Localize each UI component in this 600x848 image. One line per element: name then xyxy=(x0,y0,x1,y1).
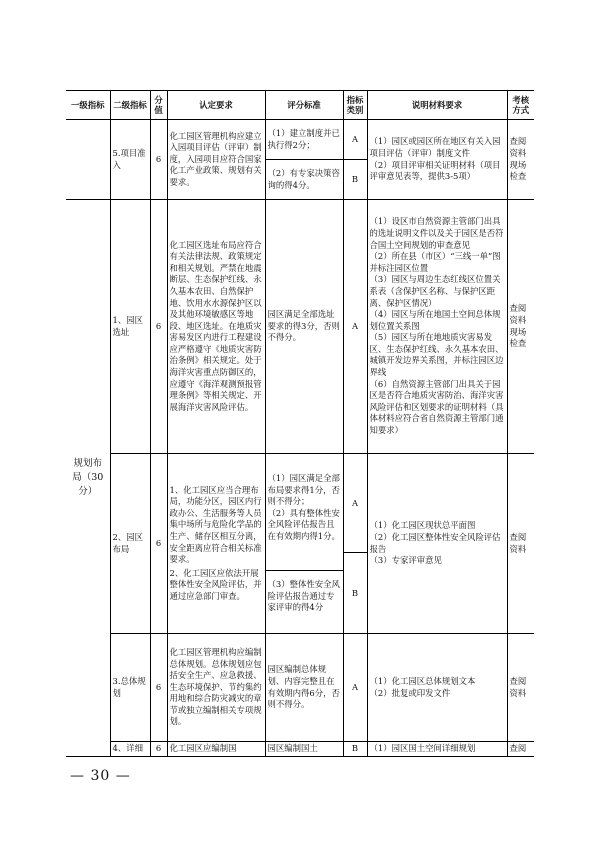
table-row xyxy=(66,634,534,742)
score-layout: 6 xyxy=(150,454,167,634)
category-layout xyxy=(343,454,367,634)
criteria-layout-a: （1）园区满足全部布局要求得1分，否则不得分； （2）具有整体性安全风险评估报告且在有效期内得1分。 xyxy=(266,472,343,571)
criteria-plan: 园区编制总体规划、内容完整且在有效期内得6分，否则不得分。 xyxy=(265,634,343,742)
level2-site: 1、园区选址 xyxy=(110,200,150,454)
materials-layout: （1）化工园区现状总平面图 （2）化工园区整体性安全风险评估报告 （3）专家评审意见 xyxy=(367,454,507,634)
header-criteria: 评分标准 xyxy=(265,91,343,120)
criteria-project-a: （1）建立制度并已执行得2分； xyxy=(265,120,343,160)
criteria-project-b: （2）有专家决策咨询的得4分。 xyxy=(265,160,343,200)
requirement-plan: 化工园区管理机构应编制总体规划。总体规划应包括安全生产、应急救援、生态环境保护、节约集约用地和综合防灾减灾的章节或独立编制相关专项规划。 xyxy=(167,634,265,742)
level2-detail: 4、详细 xyxy=(110,742,150,757)
header-level1: 一级指标 xyxy=(66,91,110,120)
header-category: 指标类别 xyxy=(343,91,367,120)
score-detail: 6 xyxy=(150,742,167,757)
level1-cell-empty xyxy=(66,120,110,200)
score-site: 6 xyxy=(150,200,167,454)
materials-plan: （1）化工园区总体规划文本 （2）批复或印发文件 xyxy=(367,634,507,742)
criteria-site: 园区满足全部选址要求的得3分，否则不得分。 xyxy=(265,200,343,454)
criteria-detail: 园区编制国土 xyxy=(265,742,343,757)
criteria-layout-b: （3）整体性安全风险评估报告通过专家评审的得4分 xyxy=(267,579,340,613)
category-plan: A xyxy=(343,634,367,742)
header-materials: 说明材料要求 xyxy=(367,91,507,120)
table-row xyxy=(66,120,534,160)
category-project-b: B xyxy=(343,160,367,200)
page-number: — 30 — xyxy=(70,768,131,784)
requirement-layout-2: 2、化工园区应依法开展整体性安全风险评估，并通过应急部门审查。 xyxy=(169,567,262,601)
materials-project: （1）园区或园区所在地区有关入园项目评估（评审）制度文件 （2）项目评审相关证明材料（项目评审意见表等，提供3-5项） xyxy=(367,120,507,200)
score-project: 6 xyxy=(150,120,167,200)
requirement-layout xyxy=(167,454,265,634)
category-project-a: A xyxy=(343,120,367,160)
category-site: A xyxy=(343,200,367,454)
requirement-layout-1: 1、化工园区应当合理布局，功能分区，园区内行政办公、生活服务等人员集中场所与危险化学品的生产、储存区相互分离，安全距离应符合相关标准要求。 xyxy=(169,484,262,565)
method-project: 查阅资料现场检查 xyxy=(507,120,534,200)
criteria-layout xyxy=(265,454,343,634)
score-plan: 6 xyxy=(150,634,167,742)
category-layout-b: B xyxy=(351,588,359,598)
table-header-row xyxy=(66,91,534,120)
level1-planning-layout: 规划布局（30分） xyxy=(66,200,110,757)
method-layout: 查阅资料 xyxy=(507,454,534,634)
header-requirement: 认定要求 xyxy=(167,91,265,120)
level2-layout: 2、园区布局 xyxy=(110,454,150,634)
table-row xyxy=(66,742,534,757)
level2-project: 5.项目准入 xyxy=(110,120,150,200)
table-row xyxy=(66,454,534,634)
category-layout-a: A xyxy=(344,454,367,553)
method-detail: 查阅 xyxy=(507,742,534,757)
header-score: 分值 xyxy=(150,91,167,120)
table-row xyxy=(66,200,534,454)
method-plan: 查阅资料 xyxy=(507,634,534,742)
materials-site: （1）设区市自然资源主管部门出具的选址说明文件以及关于园区是否符合国土空间规划的审查意见 （2）所在县（市区）“三线一单”图并标注园区位置 （3）园区与周边生态红线区位置关系表（含保护区名称、与保护区距离、保护区情况） （4）园区与所在地国土空间总体规划位置关系图 （5）园区与所在地地质灾害易发区、生态保护红线、永久基本农田、城镇开发边界关系图，并标注园区边界线 （6）自然资源主管部门出具关于园区是否符合地质灾害防治、海洋灾害风险评估和区划要求的证明材料（具体材料应符合省自然资源主管部门通知要求） xyxy=(367,200,507,454)
assessment-table xyxy=(66,90,534,757)
materials-detail: （1）园区国土空间详细规划 xyxy=(367,742,507,757)
requirement-detail: 化工园区应编制国 xyxy=(167,742,265,757)
requirement-site: 化工园区选址布局应符合有关法律法规、政策规定和相关规划。严禁在地震断层、生态保护红线、永久基本农田、自然保护地、饮用水水源保护区以及其他环境敏感区等地段、地区选址。在地质灾害易发区内进行工程建设应严格遵守《地质灾害防治条例》相关规定。处于海洋灾害重点防御区的，应遵守《海洋观测预报管理条例》等相关规定、开展海洋灾害风险评估。 xyxy=(167,200,265,454)
requirement-project: 化工园区管理机构应建立入园项目评估（评审）制度，入园项目应符合国家化工产业政策、规划有关要求。 xyxy=(167,120,265,200)
header-method: 考核方式 xyxy=(507,91,534,120)
method-site: 查阅资料现场检查 xyxy=(507,200,534,454)
header-level2: 二级指标 xyxy=(110,91,150,120)
level2-plan: 3.总体规划 xyxy=(110,634,150,742)
category-detail: B xyxy=(343,742,367,757)
